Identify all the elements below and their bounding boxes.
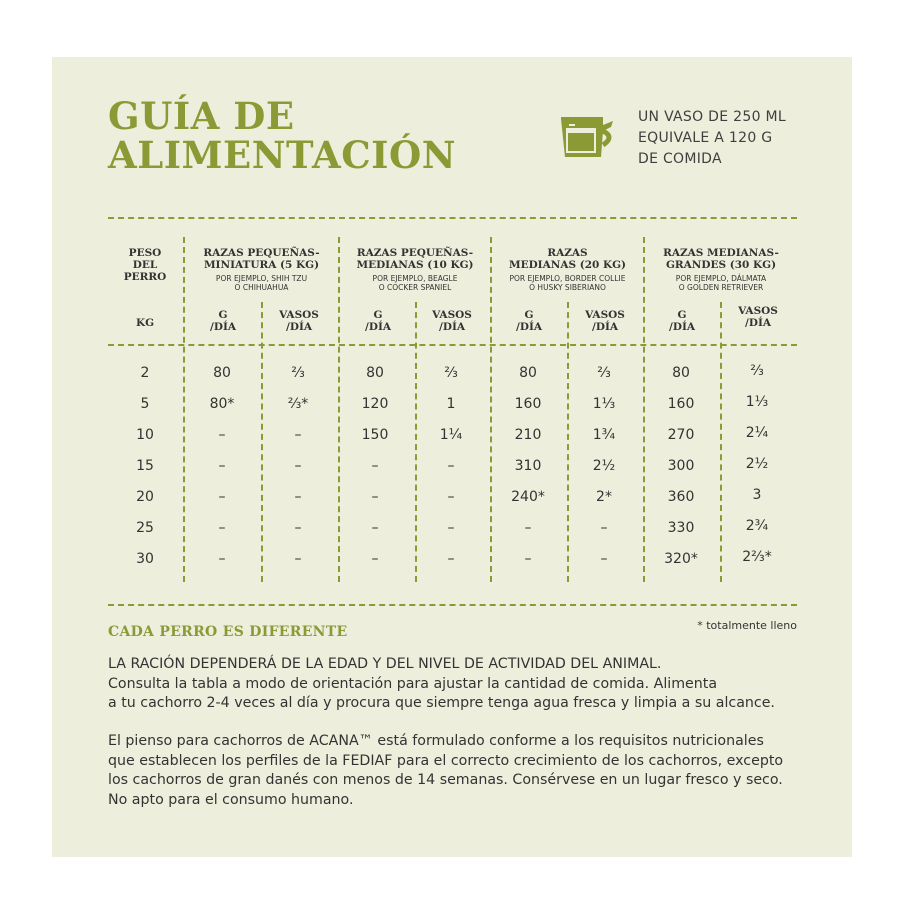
grams-cell: 300 bbox=[667, 458, 695, 474]
cups-cell: 2¾ bbox=[745, 518, 769, 534]
cups-header-line: /DÍA bbox=[286, 321, 312, 333]
cups-cell: – bbox=[294, 551, 302, 567]
grams-cell: 80 bbox=[672, 365, 690, 381]
group-example-line: O CHIHUAHUA bbox=[234, 283, 289, 292]
group-example-line: O GOLDEN RETRIEVER bbox=[678, 283, 764, 292]
weight-column-header bbox=[115, 247, 175, 283]
paragraph-line: LA RACIÓN DEPENDERÁ DE LA EDAD Y DEL NIVEL DE ACTIVIDAD DEL ANIMAL. bbox=[108, 656, 662, 672]
group-title-line: MEDIANAS (20 KG) bbox=[508, 259, 627, 271]
grams-header-line: G bbox=[218, 309, 228, 321]
cups-cell: – bbox=[294, 520, 302, 536]
grams-cell: – bbox=[218, 520, 226, 536]
cups-header-line: VASOS bbox=[432, 309, 472, 321]
paragraph-line: El pienso para cachorros de ACANA™ está formulado conforme a los requisitos nutricionales bbox=[108, 733, 764, 749]
cups-cell: – bbox=[447, 458, 455, 474]
grams-cell: – bbox=[218, 551, 226, 567]
grams-per-day-header bbox=[342, 309, 414, 333]
group-example-line: POR EJEMPLO, BEAGLE bbox=[372, 274, 458, 283]
title-line: GUÍA DE bbox=[108, 94, 295, 138]
cup-equivalence-note bbox=[638, 107, 838, 170]
grams-cell: 360 bbox=[667, 489, 695, 505]
cups-cell: 2½ bbox=[745, 456, 769, 472]
paragraph-line: Consulta la tabla a modo de orientación para ajustar la cantidad de comida. Alimenta bbox=[108, 675, 718, 692]
paragraph-line: los cachorros de gran danés con menos de 14 semanas. Consérvese en un lugar fresco y seco. bbox=[108, 772, 783, 788]
cups-cell: ⅔ bbox=[444, 365, 458, 381]
cup-note-line: DE COMIDA bbox=[638, 151, 722, 167]
group-example-line: O HUSKY SIBERIANO bbox=[529, 283, 606, 292]
grams-header-line: /DÍA bbox=[669, 321, 695, 333]
grams-cell: 310 bbox=[514, 458, 542, 474]
weight-header-line: PERRO bbox=[123, 271, 167, 283]
cups-cell: ⅔ bbox=[750, 363, 764, 379]
cups-cell: ⅔* bbox=[287, 396, 309, 412]
grams-cell: 160 bbox=[667, 396, 695, 412]
grams-cell: 240* bbox=[511, 489, 545, 505]
cups-header-line: /DÍA bbox=[745, 317, 771, 329]
weight-cell: 15 bbox=[136, 458, 154, 474]
weight-cell: 10 bbox=[136, 427, 154, 443]
cups-cell: ⅔ bbox=[291, 365, 305, 381]
grams-cell: – bbox=[218, 489, 226, 505]
cups-cell: 2½ bbox=[592, 458, 616, 474]
cups-header-line: /DÍA bbox=[592, 321, 618, 333]
section-title: CADA PERRO ES DIFERENTE bbox=[108, 624, 348, 640]
breed-group-header-small-mini bbox=[185, 247, 338, 292]
cups-cell: 1¾ bbox=[592, 427, 616, 443]
cup-note-line: EQUIVALE A 120 G bbox=[638, 130, 773, 146]
cups-cell: 1⅓ bbox=[592, 396, 616, 412]
cups-cell: ⅔ bbox=[597, 365, 611, 381]
grams-cell: – bbox=[524, 551, 532, 567]
breed-group-header-medium-large bbox=[645, 247, 797, 292]
cups-cell: – bbox=[600, 551, 608, 567]
cups-cell: 2¼ bbox=[745, 425, 769, 441]
nutrition-paragraph bbox=[108, 732, 808, 810]
paragraph-line: a tu cachorro 2-4 veces al día y procura que siempre tenga agua fresca y limpia a su alcance. bbox=[108, 695, 775, 711]
cups-cell: – bbox=[447, 489, 455, 505]
group-title-line: GRANDES (30 KG) bbox=[665, 259, 777, 271]
grams-per-day-header bbox=[187, 309, 259, 333]
grams-per-day-header bbox=[493, 309, 565, 333]
grams-cell: 320* bbox=[664, 551, 698, 567]
table-header-divider bbox=[108, 344, 797, 346]
grams-cell: – bbox=[218, 458, 226, 474]
cups-per-day-header bbox=[722, 305, 794, 329]
ration-paragraph bbox=[108, 655, 808, 714]
title-line: ALIMENTACIÓN bbox=[108, 133, 457, 177]
cups-cell: 1 bbox=[446, 396, 456, 412]
weight-cell: 20 bbox=[136, 489, 154, 505]
grams-cell: 120 bbox=[361, 396, 389, 412]
table-bottom-divider bbox=[108, 604, 797, 606]
feeding-guide-card bbox=[52, 57, 852, 857]
grams-header-line: G bbox=[373, 309, 383, 321]
cups-header-line: /DÍA bbox=[439, 321, 465, 333]
grams-header-line: G bbox=[677, 309, 687, 321]
cups-header-line: VASOS bbox=[585, 309, 625, 321]
cups-cell: – bbox=[447, 520, 455, 536]
grams-cell: – bbox=[371, 489, 379, 505]
page-title bbox=[108, 94, 457, 177]
grams-cell: 150 bbox=[361, 427, 389, 443]
grams-cell: 270 bbox=[667, 427, 695, 443]
cups-cell: 2⅔* bbox=[742, 549, 772, 565]
grams-cell: 80 bbox=[519, 365, 537, 381]
weight-cell: 30 bbox=[136, 551, 154, 567]
cups-cell: 3 bbox=[752, 487, 762, 503]
group-title-line: RAZAS MEDIANAS- bbox=[663, 247, 779, 259]
paragraph-line: No apto para el consumo humano. bbox=[108, 791, 354, 808]
cups-cell: – bbox=[600, 520, 608, 536]
cups-per-day-header bbox=[569, 309, 641, 333]
weight-unit-header: KG bbox=[135, 317, 155, 329]
cups-per-day-header bbox=[416, 309, 488, 333]
weight-cell: 25 bbox=[136, 520, 154, 536]
group-title-line: MINIATURA (5 KG) bbox=[203, 259, 320, 271]
cups-per-day-header bbox=[263, 309, 335, 333]
group-title-line: RAZAS bbox=[547, 247, 588, 259]
cups-cell: – bbox=[294, 489, 302, 505]
cup-note-line: UN VASO DE 250 ML bbox=[638, 109, 787, 125]
paragraph-line: que establecen los perfiles de la FEDIAF para el correcto crecimiento de los cachorros, excepto bbox=[108, 752, 784, 769]
cups-cell: 1⅓ bbox=[745, 394, 769, 410]
cups-cell: 1¼ bbox=[439, 427, 463, 443]
subcolumn-divider bbox=[720, 302, 722, 582]
group-example-line: POR EJEMPLO, SHIH TZU bbox=[215, 274, 308, 283]
grams-cell: – bbox=[524, 520, 532, 536]
grams-cell: 210 bbox=[514, 427, 542, 443]
grams-cell: – bbox=[371, 458, 379, 474]
grams-cell: – bbox=[371, 551, 379, 567]
weight-header-line: DEL bbox=[132, 259, 158, 271]
footnote: * totalmente lleno bbox=[697, 619, 797, 632]
grams-cell: 330 bbox=[667, 520, 695, 536]
table-top-divider bbox=[108, 217, 797, 219]
grams-cell: – bbox=[371, 520, 379, 536]
grams-cell: 80 bbox=[213, 365, 231, 381]
breed-group-header-medium bbox=[492, 247, 643, 292]
cups-cell: – bbox=[447, 551, 455, 567]
weight-cell: 5 bbox=[140, 396, 150, 412]
grams-cell: 160 bbox=[514, 396, 542, 412]
grams-cell: – bbox=[218, 427, 226, 443]
weight-header-line: PESO bbox=[128, 247, 162, 259]
group-example-line: POR EJEMPLO, BORDER COLLIE bbox=[509, 274, 626, 283]
grams-header-line: /DÍA bbox=[210, 321, 236, 333]
cups-cell: – bbox=[294, 458, 302, 474]
cups-cell: 2* bbox=[596, 489, 612, 505]
group-title-line: RAZAS PEQUEÑAS- bbox=[356, 247, 474, 259]
group-title-line: MEDIANAS (10 KG) bbox=[356, 259, 474, 271]
group-example-line: O COCKER SPANIEL bbox=[378, 283, 452, 292]
group-title-line: RAZAS PEQUEÑAS- bbox=[203, 247, 320, 259]
group-example-line: POR EJEMPLO, DÁLMATA bbox=[675, 274, 767, 283]
cups-header-line: VASOS bbox=[279, 309, 319, 321]
breed-group-header-small-medium bbox=[340, 247, 490, 292]
grams-cell: 80 bbox=[366, 365, 384, 381]
grams-per-day-header bbox=[646, 309, 718, 333]
measuring-cup-icon bbox=[557, 113, 617, 161]
grams-cell: 80* bbox=[209, 396, 235, 412]
grams-header-line: /DÍA bbox=[516, 321, 542, 333]
weight-cell: 2 bbox=[140, 365, 150, 381]
grams-header-line: /DÍA bbox=[365, 321, 391, 333]
cups-header-line: VASOS bbox=[738, 305, 778, 317]
cups-cell: – bbox=[294, 427, 302, 443]
grams-header-line: G bbox=[524, 309, 534, 321]
